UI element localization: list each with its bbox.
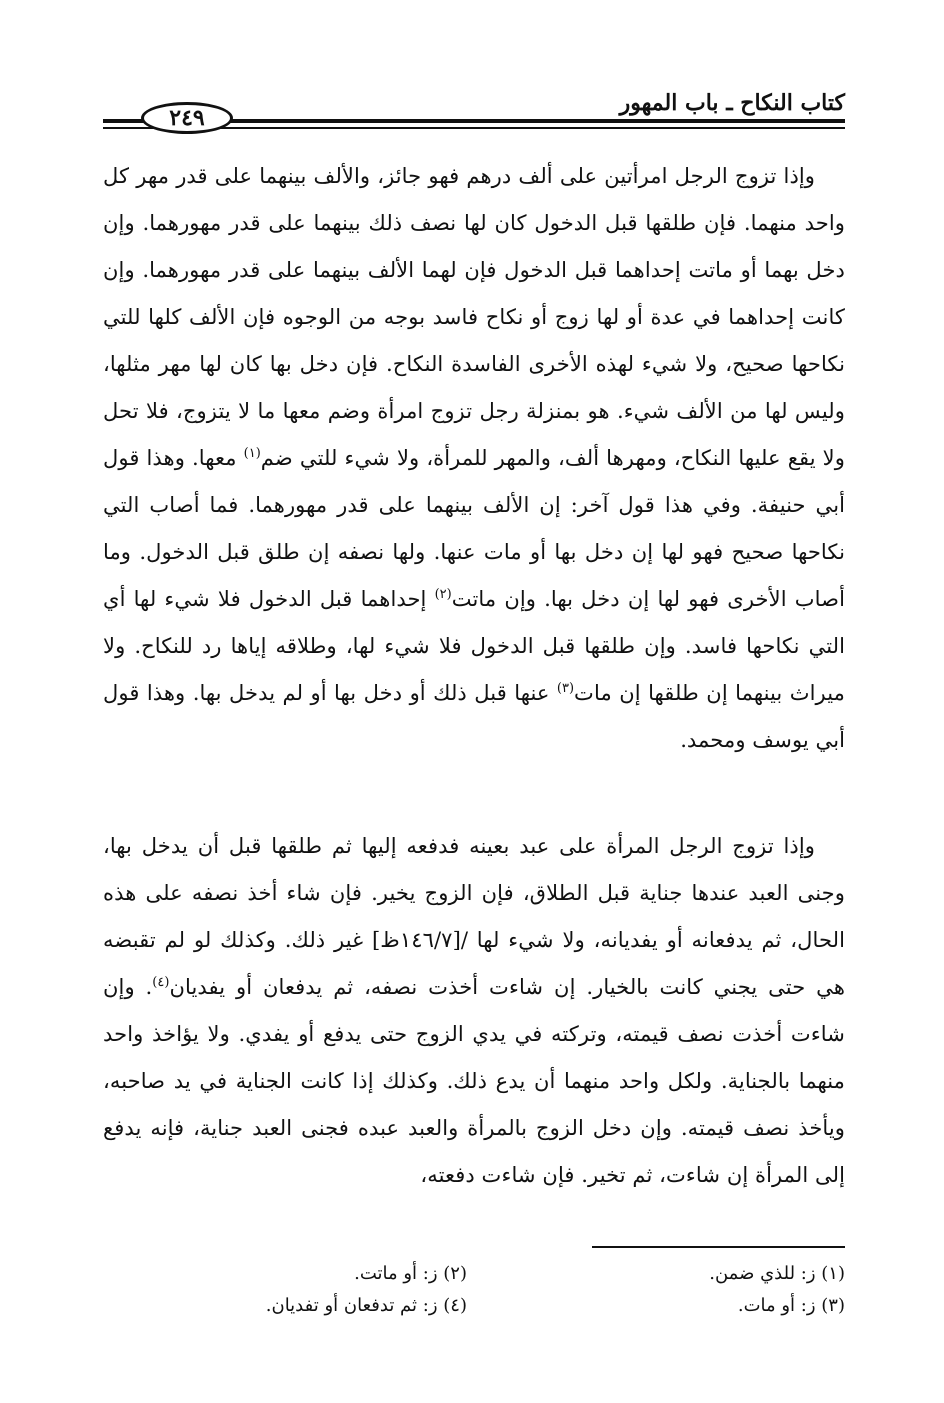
footnote-item bbox=[709, 1258, 845, 1290]
paragraph-1 bbox=[103, 152, 845, 763]
footnote-number: (٤) bbox=[443, 1295, 467, 1316]
footnote-text: ز: ثم تدفعان أو تفديان. bbox=[265, 1295, 438, 1316]
footnote-item bbox=[266, 1290, 467, 1322]
paragraph-text: . وإن شاءت أخذت نصف قيمته، وتركته في يدي الزوج حتى يدفع أو يفدي. ولا يؤاخذ واحد منهما بالجناية. ولكل واحد منهما أن يدع ذلك. وكذلك إذا كانت الجناية في يد صاحبه، ويأخذ نصف قيمته. وإن دخل الزوج بالمرأة والعبد عبده فجنى العبد جناية، فإنه يدفع إلى المرأة إن شاءت، ثم تخير. فإن شاءت دفعته، bbox=[103, 974, 845, 1187]
footnote-text: ز: للذي ضمن. bbox=[709, 1263, 816, 1284]
footnote-marker: (٢) bbox=[434, 586, 452, 602]
paragraph-text: عنها قبل ذلك أو دخل بها أو لم يدخل بها. وهذا قول أبي يوسف ومحمد. bbox=[103, 680, 845, 752]
footnote-marker: (٤) bbox=[152, 974, 170, 990]
footnote-marker: (٣) bbox=[556, 680, 575, 696]
footnote-marker: (١) bbox=[243, 445, 261, 461]
footnote-number: (٢) bbox=[443, 1263, 467, 1284]
page-header bbox=[103, 86, 845, 136]
footnote-number: (٣) bbox=[821, 1295, 845, 1316]
footnote-number: (١) bbox=[821, 1263, 845, 1284]
footnote-column-right bbox=[709, 1258, 845, 1322]
paragraph-text: إحداهما قبل الدخول فلا شيء لها أي التي نكاحها فاسد. وإن طلقها قبل الدخول فلا شيء لها، وطلاقه إياها رد للنكاح. ولا ميراث بينهما إن طلقها إن مات bbox=[103, 586, 845, 705]
footnote-text: ز: أو ماتت. bbox=[354, 1263, 438, 1284]
paragraph-text: وإذا تزوج الرجل امرأتين على ألف درهم فهو جائز، والألف بينهما على قدر مهر كل واحد منهما. فإن طلقها قبل الدخول كان لها نصف ذلك بينهما على قدر مهورهما. وإن دخل بهما أو ماتت إحداهما قبل الدخول فإن لهما الألف بينهما على قدر مهورهما. وإن كانت إحداهما في عدة أو لها زوج أو نكاح فاسد بوجه من الوجوه فإن الألف كلها للتي نكاحها صحيح، ولا شيء لهذه الأخرى الفاسدة النكاح. فإن دخل بها كان لها مهر مثلها، وليس لها من الألف شيء. هو بمنزلة رجل تزوج امرأة وضم معها ما لا يتزوج، فلا تحل ولا يقع عليها النكاح، ومهرها ألف، والمهر للمرأة، ولا شيء للتي ضم bbox=[103, 163, 845, 470]
running-title: كتاب النكاح ـ باب المهور bbox=[619, 90, 845, 116]
paragraph-text: معها. وهذا قول أبي حنيفة. وفي هذا قول آخر: إن الألف بينهما على قدر مهورهما. فما أصاب التي نكاحها صحيح فهو لها إن دخل بها أو مات عنها. ولها نصفه إن طلق قبل الدخول. وما أصاب الأخرى فهو لها إن دخل بها. وإن ماتت bbox=[103, 445, 845, 611]
footnote-separator bbox=[592, 1246, 845, 1248]
footnote-item bbox=[266, 1258, 467, 1290]
footnote-item bbox=[709, 1290, 845, 1322]
footnote-column-left bbox=[266, 1258, 467, 1322]
paragraph-2 bbox=[103, 822, 845, 1198]
paragraph-text: وإذا تزوج الرجل المرأة على عبد بعينه فدفعه إليها ثم طلقها قبل أن يدخل بها، وجنى العبد عندها جناية قبل الطلاق، فإن الزوج يخير. فإن شاء أخذ نصفه على هذه الحال، ثم يدفعانه أو يفديانه، ولا شيء لها /[١٤٦/٧ظ] غير ذلك. وكذلك لو لم تقبضه هي حتى يجني كانت بالخيار. إن شاءت أخذت نصفه، ثم يدفعان أو يفديان bbox=[103, 833, 846, 999]
page-number: ٢٤٩ bbox=[141, 102, 233, 134]
footnote-text: ز: أو مات. bbox=[737, 1295, 816, 1316]
